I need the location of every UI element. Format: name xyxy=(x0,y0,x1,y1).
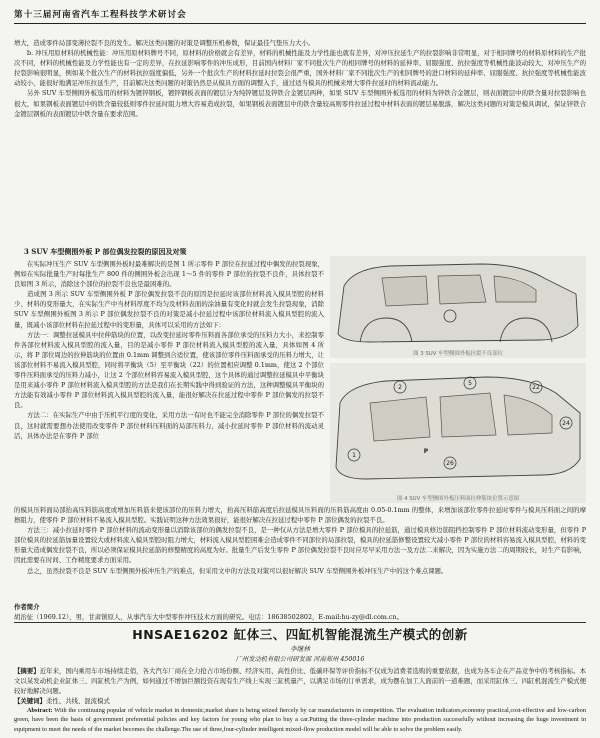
figure-4-caption: 图 4 SUV 车型侧围外板压料面拉伸筋块位置示意图 xyxy=(396,496,520,502)
figure-label: 1 xyxy=(352,452,356,459)
abstract-en-text: With the continuing popular of vehicle market in domestic,market share is being seized fiercely by car manufacturers in competition. The evaluation indicators,economy practical,cost-effective and low-carbon green, have been the basis of government preferential policies and key factors for young who plan to buy a car.Putting the three-cylinder machine into production successfully without increasing the huge investment in equipment to meet the needs of the market becomes the challenge.The use of three,four-cylinder intelligent mixed-flow production model will be able to solve the problem easily. xyxy=(14,707,586,733)
author-intro-text: 胡治征（1969.12），男，甘肃镇原人，从事汽车大中型零件冲压技术方面的研究。电话：18638502802，E-mail:hu-zy@dl.com.cn。 xyxy=(14,613,403,621)
section-heading: 3 SUV 车型侧围外板 P 部位偶发拉裂的原因及对策 xyxy=(24,247,187,256)
figure-label: 24 xyxy=(562,420,570,427)
paragraph: 的模具压料面局部抬高压料筋高度或增加压料筋来使该部位的压料力增大，抬高压料筋高度后拉延模具压料面的压料筋高度由 0.05-0.1mm 的整体，来增加该部位零件拉延时零件与模具压料面之间的摩擦阻力，使零件 P 部位材料不易流入模具型腔。实践证明这种方法效果很好，能很好解决在拉延过程中零件 P 部位偶发的拉裂不良。 xyxy=(14,506,586,525)
abstract-chinese xyxy=(14,666,586,706)
keywords-text: 柔性、共线、混流模式 xyxy=(45,697,110,706)
figure-3-caption: 图 3 SUV 车型侧围外板拉裂不良部位 xyxy=(413,351,503,357)
paragraph: 另外 SUV 车型侧围外板选用的材料为镀锌钢板，镀锌钢板表面的镀层分为纯锌镀层及锌铁合金镀层两种，如果 SUV 车型侧围外板选用的材料为锌铁合金镀层，则表面镀层中的铁含量对拉裂影响也很大，如果钢板表面镀层中的铁含量较低则零件拉延时阻力增大容易造成拉裂，如果钢板表面镀层中的铁含量较高则零件拉延过程中材料表面的镀层易脱落，解决这类问题的对策是模具调试，保证锌铁合金镀层钢板的表面镀层中铁含量在要求范围。 xyxy=(14,89,586,118)
article-title: HNSAE16202 缸体三、四缸机智能混流生产模式的创新 xyxy=(132,627,468,642)
paragraph: 增大，造成零件局部变薄拉裂不良的发生。解决这类问题的对策是调整压机参数，保证最佳气垫压力大小。 xyxy=(14,39,315,47)
journal-name: 第十三届河南省汽车工程科技学术研讨会 xyxy=(14,10,187,20)
figure-label: 26 xyxy=(446,460,454,467)
article-author: 李继林 xyxy=(290,645,310,653)
paragraph: 造成图 3 所示 SUV 车型侧围外板 P 部位偶发拉裂不良的原因是拉延时该部位材料流入模具型腔的材料少、材料的变形量大，在实际生产中当材料厚度不均匀及材料表面的涂油量有变化时就会发生拉裂现象，消除 SUV 车型侧围外板图 3 所示 P 部位偶发拉裂不良的对策是减小拉延过程中该部位材料流入模具型腔的流入量，既减小该部位材料在拉延过程中的变形量，具体可以采用的方法如下： xyxy=(14,290,324,329)
divider xyxy=(14,622,586,623)
abstract-text: 近年来，国内乘用车市场持续走俏，各大汽车厂商在全力抢占市场份额、经济实用、高性价比、低碳环保等评价指标不仅成为消费者选购的重要依据，也成为各车企在产品竞争中的考核指标。本文以某发动机企业缸体三、四缸机生产为例，如何通过不增加巨额投资在现有生产线上实现三缸机量产，以满足市场的订单需求，成为摆在加工人面前的一道难题，而采用缸体三、四缸机混流生产模式便较好地解决问题。 xyxy=(14,667,586,696)
author-intro-label: 作者简介 xyxy=(14,603,40,611)
figure-label: 22 xyxy=(532,384,540,391)
running-header xyxy=(14,6,586,24)
figure-4 xyxy=(330,363,586,503)
abstract-english xyxy=(14,706,586,738)
die-blank-drawing xyxy=(330,363,586,493)
abstract-label: 【摘要】 xyxy=(14,667,40,675)
side-panel-drawing xyxy=(330,256,586,348)
abstract-en-label: Abstract: xyxy=(27,707,53,714)
figure-label-p: P xyxy=(423,448,429,455)
article-affiliation: 广州发动机有限公司研发部 河南郑州 450016 xyxy=(235,656,365,663)
figure-label: 2 xyxy=(398,384,402,391)
keywords-label: 【关键词】 xyxy=(14,697,46,706)
left-column-text xyxy=(14,259,324,505)
paragraph: 总之，虽然拉裂不良是 SUV 车型侧围外板冲压生产的难点，但采用文中的方法及对策可以很好解决 SUV 车型侧围外板冲压生产中的这个难点课题。 xyxy=(27,566,448,575)
paragraph: b. 冲压用原材料的机械性能：冲压用原材料牌号不同，原材料的价格就会有差异，材料的机械性能及力学性能也就有差异，对冲压拉延生产的拉裂影响非常明显，对于相同牌号的材料原材料的生产批次不同，材料的机械性能及力学性能也有一定的差异，在拉延影响零件的冲压成形，目前国内材料厂家不同批次生产的相同牌号的材料的延伸率、屈服强度、抗拉强度等机械性能波动较大，对冲压生产的拉裂影响很明显，例如某个批次生产的材料抗拉强度偏低，另外一个批次生产的材料拉延时拉裂会很严重，国外材料厂家不同批次生产的相同牌号的进口材料的延伸率、屈服强度、抗拉强度等机械性能波动较小，能很好地满足冲压拉延生产，目前解决这类问题的对策仍然是从模具方面的调整入手，通过适当模具的机械来增大零件拉延时的材料流动能力。 xyxy=(14,49,586,88)
top-text-block xyxy=(14,38,586,244)
figure-3 xyxy=(330,256,586,358)
figure-label: 5 xyxy=(468,380,472,387)
continued-text-block xyxy=(14,505,586,601)
paragraph: 在实际冲压生产 SUV 车型侧围外板时最难解决的是图 1 所示零件 P 部位在拉延过程中偶发的拉裂现象，例如在实际批量生产时每批生产 800 件的侧围外板会出现 1～5 件的零件 P 部位的拉裂不良件，具体拉裂不良如图 3 所示，消除这个部位的拉裂不良也是最困难的。 xyxy=(14,260,324,289)
paragraph: 方法三：减小拉延时零件 P 部位材料的流动变形量以消除该部位的偶发拉裂不良，是一种仅从方法是增大零件 P 部位模具的拉延筋，通过模具修边筋阻挡控制零件 P 部位材料流动变形量，但零件 P 部位模具的拉延筋加量设置较大或材料流入模具型腔时阻力增大，材料流入模具型腔困难会造成零件不同部位的局部拉裂，模具的拉延筋修整设置较大减小零件 P 部位的材料容易流入模具型腔，材料的变形量大造成偶发拉裂不良，所以必须保证模具拉延筋的修整精度的高度为好。批量生产后发生零件 P 部位偶发拉裂不良时应尽早采用方法一及方法二来解决，因为实施方法二的周期较长，对生产有影响，因此需要在时间、工作精度要求方面采用。 xyxy=(14,526,586,565)
author-intro xyxy=(14,602,586,622)
paragraph: 方法二：在实际生产中由于压机平行度的变化，采用方法一有时也不能完全消除零件 P 部位的偶发拉裂不良，这时就需要想办法使用改变零件 P 部位材料压料面的局部压料力，减小拉延时零件 P 部位材料的流动灵活，具体办法是在零件 P 部位 xyxy=(14,411,324,440)
paragraph: 方法一：调整拉延模具中拉伸筋块的位置，以改变拉延时零件压料面各部位承受的压料力大小，来控制零件各部位材料流入模具型腔的流入量，目的是减小零件 P 部位材料流入模具型腔的流入量，具体如图 4 所示，将 P 部位周边的拉伸筋块的位置由 0.1mm 调整到合适位置，使该部位零件压料面承受的压料力增大，让该部位材料不易流入模具型腔，同时将平衡块（5）至平衡块（22）的位置相应调整 0.1mm，使这 2 个部位零件压料面承受的压料力减小，让这 2 个部位材料容易流入模具型腔，这个具体的通过调整拉延模具中平衡块是用来减小零件 P 部位材料流入模具型腔的方法是我们在长期实践中得到验证的方法，这种调整模具平衡块的方法能有效减小零件 P 部位材料流入模具型腔的流入量，能很好解决在拉延过程中零件 P 部位偶发的拉裂不良。 xyxy=(14,330,324,410)
